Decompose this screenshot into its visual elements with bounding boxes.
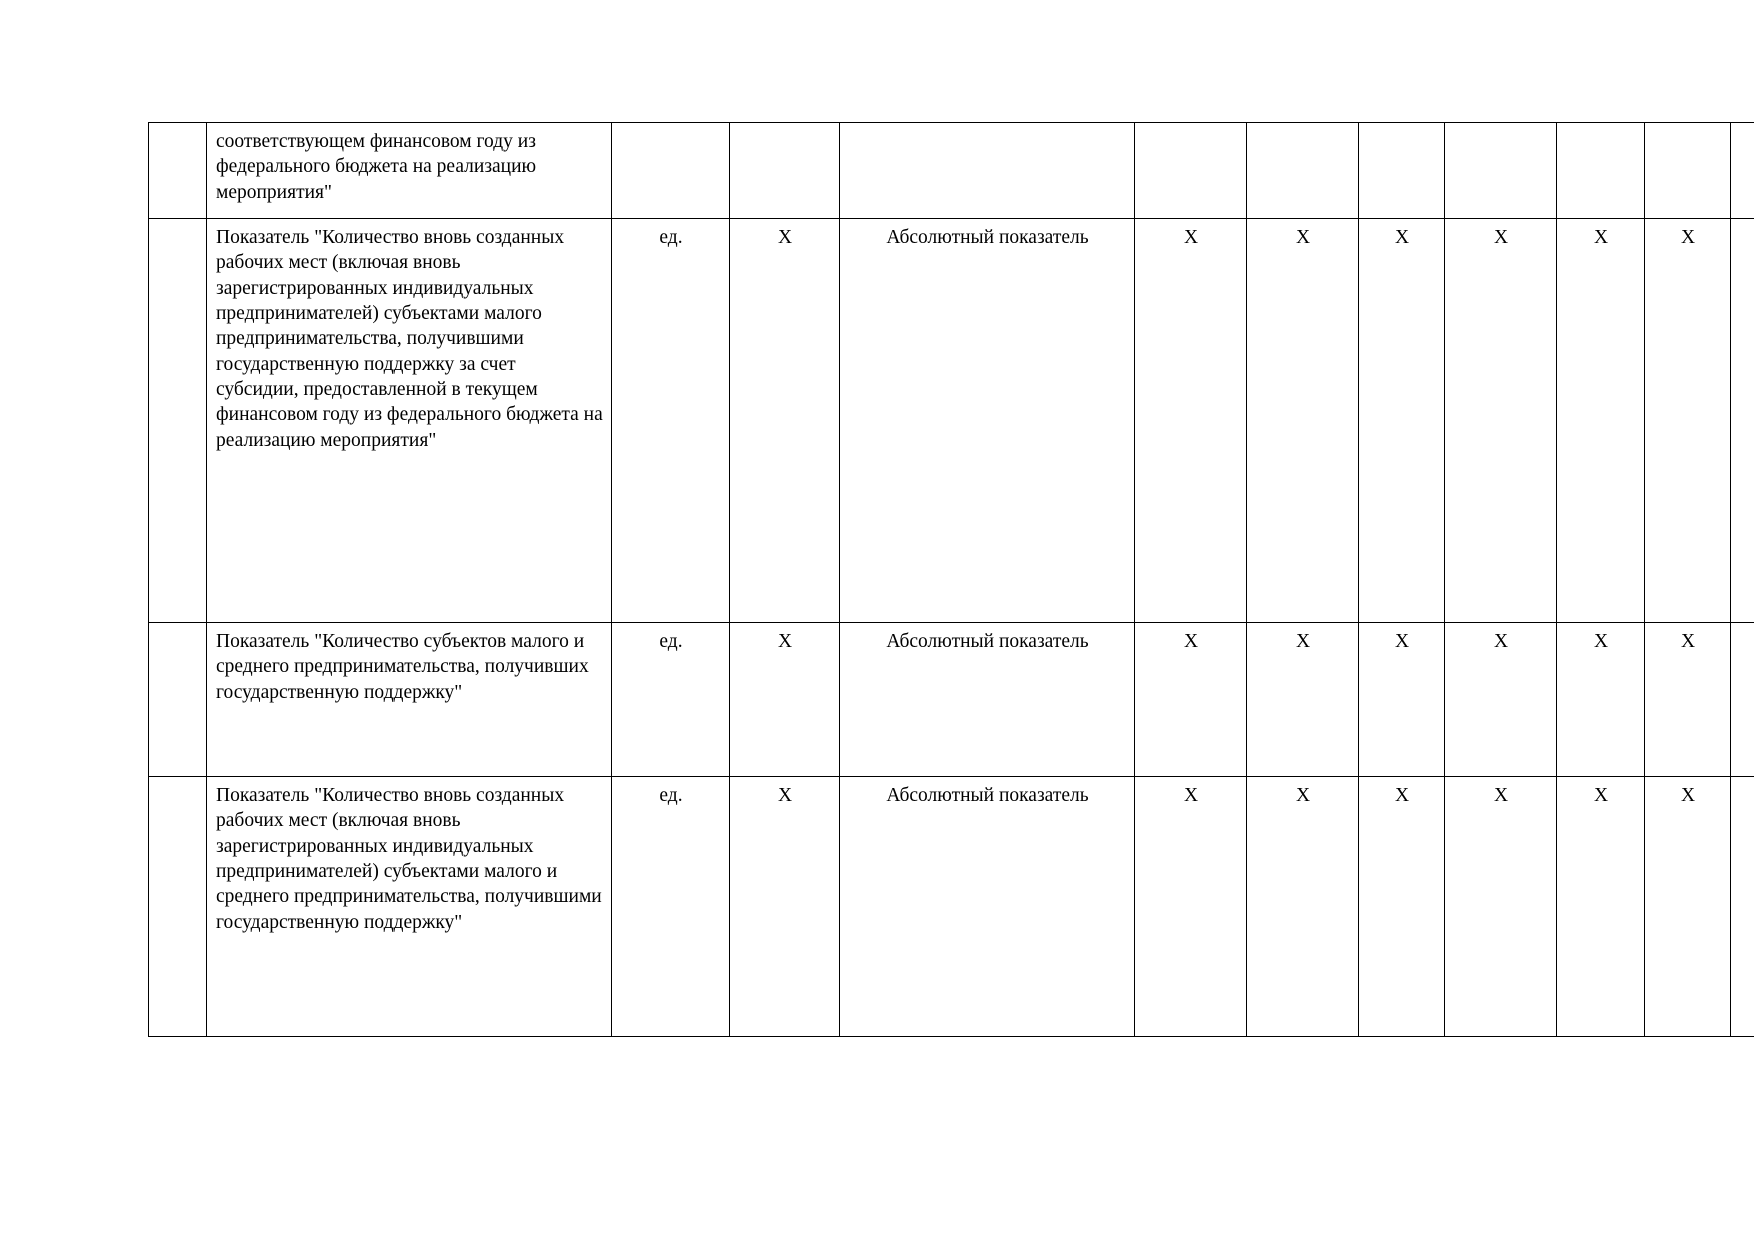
year2-cell: X — [1247, 219, 1359, 623]
unit-cell: ед. — [612, 777, 730, 1037]
table-row — [149, 219, 1754, 623]
table-row — [149, 123, 1754, 219]
row-number-cell — [149, 123, 207, 219]
mark-cell: X — [730, 777, 840, 1037]
indicators-table — [148, 122, 1754, 1037]
table-row — [149, 623, 1754, 777]
row-number-cell — [149, 777, 207, 1037]
year1-cell: X — [1135, 777, 1247, 1037]
year4-cell: X — [1445, 623, 1557, 777]
trailing-cell — [1731, 777, 1754, 1037]
year1-cell: X — [1135, 623, 1247, 777]
row-number-cell — [149, 219, 207, 623]
indicator-name-cell: соответствующем финансовом году из федерального бюджета на реализацию мероприятия" — [207, 123, 612, 219]
year2-cell: X — [1247, 777, 1359, 1037]
year4-cell: X — [1445, 777, 1557, 1037]
indicator-type-cell — [840, 123, 1135, 219]
year3-cell: X — [1359, 623, 1445, 777]
indicator-type-cell: Абсолютный показатель — [840, 219, 1135, 623]
trailing-cell — [1731, 123, 1754, 219]
year1-cell: X — [1135, 219, 1247, 623]
trailing-cell — [1731, 623, 1754, 777]
year3-cell: X — [1359, 219, 1445, 623]
unit-cell — [612, 123, 730, 219]
year6-cell: X — [1645, 623, 1731, 777]
year6-cell — [1645, 123, 1731, 219]
year5-cell: X — [1557, 777, 1645, 1037]
year4-cell: X — [1445, 219, 1557, 623]
table-row — [149, 777, 1754, 1037]
year4-cell — [1445, 123, 1557, 219]
row-number-cell — [149, 623, 207, 777]
year5-cell: X — [1557, 623, 1645, 777]
year6-cell: X — [1645, 219, 1731, 623]
indicator-name-cell: Показатель "Количество вновь созданных рабочих мест (включая вновь зарегистрированных индивидуальных предпринимателей) субъектами малого предпринимательства, получившими государственную поддержку за счет субсидии, предоставленной в текущем финансовом году из федерального бюджета на реализацию мероприятия" — [207, 219, 612, 623]
indicator-name-cell: Показатель "Количество вновь созданных рабочих мест (включая вновь зарегистрированных индивидуальных предпринимателей) субъектами малого и среднего предпринимательства, получившими государственную поддержку" — [207, 777, 612, 1037]
year3-cell — [1359, 123, 1445, 219]
mark-cell: X — [730, 623, 840, 777]
indicator-name-cell: Показатель "Количество субъектов малого и среднего предпринимательства, получивших государственную поддержку" — [207, 623, 612, 777]
trailing-cell — [1731, 219, 1754, 623]
year6-cell: X — [1645, 777, 1731, 1037]
year5-cell — [1557, 123, 1645, 219]
year2-cell — [1247, 123, 1359, 219]
year2-cell: X — [1247, 623, 1359, 777]
year1-cell — [1135, 123, 1247, 219]
year5-cell: X — [1557, 219, 1645, 623]
unit-cell: ед. — [612, 623, 730, 777]
mark-cell: X — [730, 219, 840, 623]
unit-cell: ед. — [612, 219, 730, 623]
year3-cell: X — [1359, 777, 1445, 1037]
indicator-type-cell: Абсолютный показатель — [840, 623, 1135, 777]
indicator-type-cell: Абсолютный показатель — [840, 777, 1135, 1037]
mark-cell — [730, 123, 840, 219]
